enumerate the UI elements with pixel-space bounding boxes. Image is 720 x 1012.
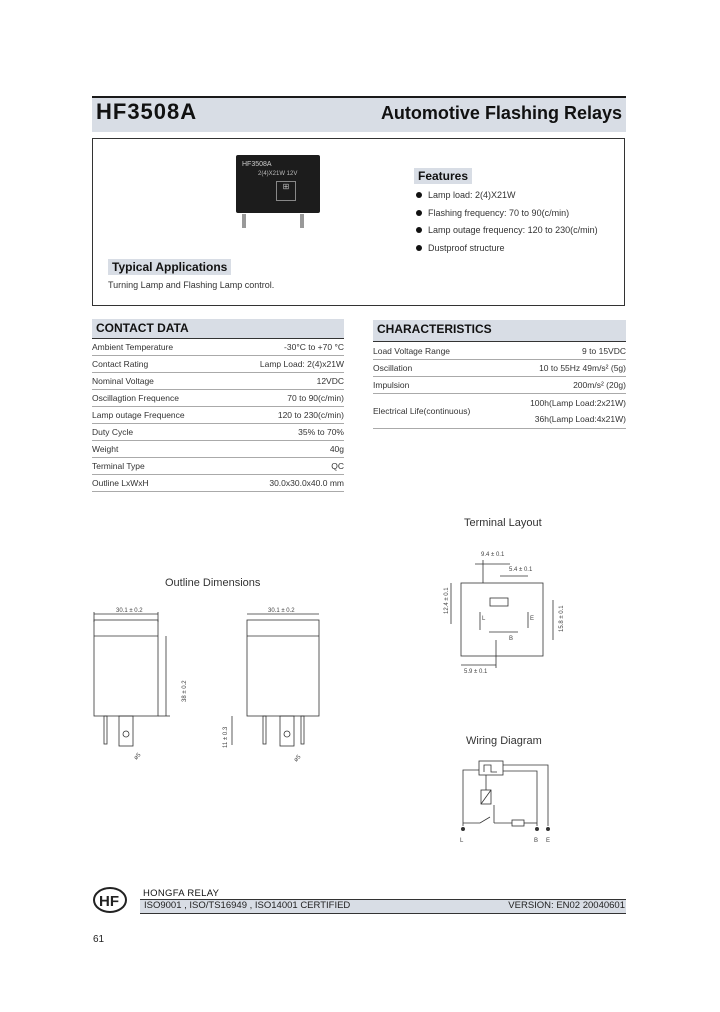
wire-e-label: E	[546, 838, 551, 844]
wiring-diagram-caption: Wiring Diagram	[466, 735, 542, 747]
row-value: 9 to 15VDC	[500, 343, 626, 360]
row-label: Oscillagtion Frequence	[92, 390, 224, 407]
row-value: Lamp Load: 2(4)x21W	[224, 356, 344, 373]
row-value: 200m/s² (20g)	[500, 377, 626, 394]
coil-diag	[481, 790, 491, 804]
relay-symbol-icon: ⊞	[276, 181, 296, 201]
characteristics-heading: CHARACTERISTICS	[373, 320, 626, 342]
feature-item: Lamp outage frequency: 120 to 230(c/min)	[416, 222, 598, 240]
relay-rating-line: 2(4)X21W 12V	[258, 171, 298, 177]
term-left-label: 12.4 ± 0.1	[444, 587, 450, 614]
term-bottom-label: 5.9 ± 0.1	[464, 669, 488, 675]
applications-text: Turning Lamp and Flashing Lamp control.	[108, 280, 275, 290]
side-body	[247, 620, 319, 716]
pulse-icon	[484, 765, 497, 772]
row-value: QC	[224, 458, 344, 475]
dim-height-label: 38 ± 0.2	[182, 680, 188, 702]
term-pin-e-label: E	[530, 616, 535, 622]
relay-logo-line: HF3508A	[242, 161, 272, 168]
dim-hole-label-2: ø5	[293, 754, 303, 764]
row-label: Impulsion	[373, 377, 500, 394]
term-right-label: 15.8 ± 0.1	[559, 605, 565, 632]
row-label: Load Voltage Range	[373, 343, 500, 360]
wire	[503, 765, 548, 826]
wire-b-label: B	[534, 838, 539, 844]
row-value: 70 to 90(c/min)	[224, 390, 344, 407]
term-inner-label: 5.4 ± 0.1	[509, 567, 533, 573]
row-label: Oscillation	[373, 360, 500, 377]
dim-depth-label: 30.1 ± 0.2	[268, 608, 295, 614]
life-value-1: 100h(Lamp Load:2x21W)	[530, 398, 626, 408]
row-value: 35% to 70%	[224, 424, 344, 441]
row-label: Ambient Temperature	[92, 339, 224, 356]
row-label: Duty Cycle	[92, 424, 224, 441]
row-value: 40g	[224, 441, 344, 458]
row-label: Terminal Type	[92, 458, 224, 475]
features-heading: Features	[414, 168, 472, 184]
row-value: 12VDC	[224, 373, 344, 390]
wire	[503, 771, 537, 826]
row-label: Nominal Voltage	[92, 373, 224, 390]
term-pin-l-label: L	[482, 616, 486, 622]
model-number: HF3508A	[96, 99, 198, 124]
switch-icon	[463, 817, 490, 823]
terminal-blade	[490, 598, 508, 606]
row-value: 30.0x30.0x40.0 mm	[224, 475, 344, 492]
outline-dimensions-caption: Outline Dimensions	[165, 577, 261, 589]
product-title: Automotive Flashing Relays	[380, 103, 622, 123]
wire	[463, 770, 479, 826]
row-label: Lamp outage Frequence	[92, 407, 224, 424]
pin-shape	[263, 716, 266, 744]
row-value: 120 to 230(c/min)	[224, 407, 344, 424]
feature-item: Dustproof structure	[416, 240, 598, 258]
company-name: HONGFA RELAY	[143, 888, 220, 899]
applications-heading: Typical Applications	[108, 259, 231, 275]
term-top-label: 9.4 ± 0.1	[481, 552, 505, 558]
dim-pin-label: 11 ± 0.3	[223, 726, 229, 748]
term-pin-b-label: B	[509, 636, 514, 642]
row-label: Weight	[92, 441, 224, 458]
terminal-dot	[535, 827, 539, 831]
resistor-icon	[512, 820, 524, 826]
dim-hole-label: ø5	[133, 752, 143, 762]
pin-hole	[123, 731, 129, 737]
contact-data-heading: CONTACT DATA	[92, 319, 344, 339]
version: VERSION: EN02 20040601	[508, 900, 625, 911]
row-label: Electrical Life(continuous)	[373, 394, 500, 429]
page-number: 61	[93, 934, 105, 945]
front-body	[94, 620, 158, 716]
row-label: Contact Rating	[92, 356, 224, 373]
row-value: -30°C to +70 °C	[224, 339, 344, 356]
certifications: ISO9001 , ISO/TS16949 , ISO14001 CERTIFIED	[144, 900, 351, 911]
pin-shape	[104, 716, 107, 744]
row-label: Outline LxWxH	[92, 475, 224, 492]
pin-shape	[301, 716, 304, 744]
terminal-layout-caption: Terminal Layout	[464, 517, 542, 529]
row-value: 10 to 55Hz 49m/s² (5g)	[500, 360, 626, 377]
hongfa-logo-icon	[94, 888, 126, 912]
pin-hole	[284, 731, 290, 737]
feature-item: Flashing frequency: 70 to 90(c/min)	[416, 205, 598, 223]
terminal-dot	[546, 827, 550, 831]
feature-item: Lamp load: 2(4)X21W	[416, 187, 598, 205]
dim-width-label: 30.1 ± 0.2	[116, 608, 143, 614]
life-value-2: 36h(Lamp Load:4x21W)	[534, 414, 626, 424]
wire-l-label: L	[460, 838, 464, 844]
terminal-dot	[461, 827, 465, 831]
svg-text:HF: HF	[99, 893, 119, 910]
